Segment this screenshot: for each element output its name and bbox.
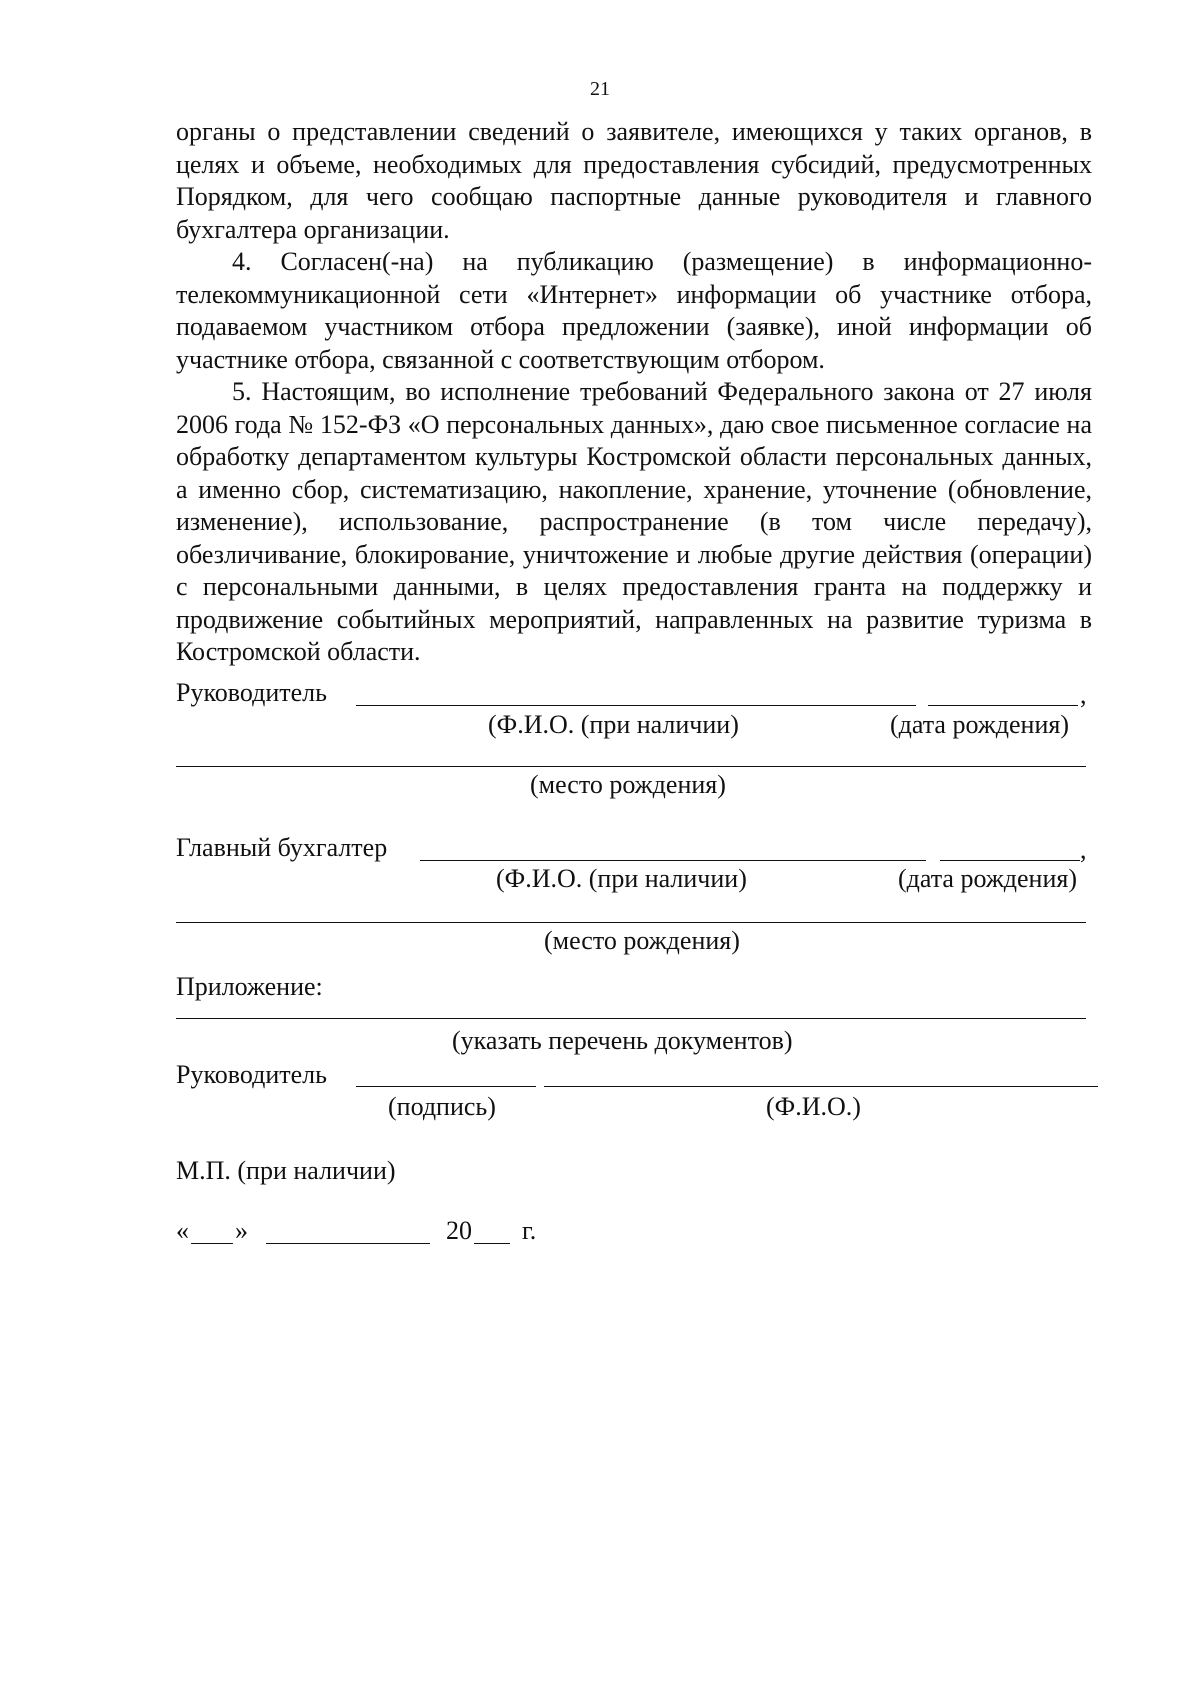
attachment-caption: (указать перечень документов)	[452, 1026, 793, 1055]
attachment-label: Приложение:	[176, 972, 323, 1001]
date-day-line[interactable]	[191, 1243, 233, 1244]
attachment-line[interactable]	[176, 1018, 1086, 1019]
head-label: Руководитель	[176, 678, 327, 707]
date-open-quote: «	[176, 1216, 189, 1245]
head-birthplace-caption: (место рождения)	[530, 770, 726, 799]
date-close-quote: »	[235, 1216, 248, 1245]
date-month-line[interactable]	[266, 1243, 430, 1244]
stamp-placeholder: М.П. (при наличии)	[176, 1156, 396, 1185]
paragraph-item-4: 4. Согласен(-на) на публикацию (размещение) в информационно-телекоммуникационной сети «Интернет» информации об участнике отбора, подаваемом участником отбора предложении (заявке), иной информации об участнике отбора, связанной с соответствующим отбором.	[176, 247, 1092, 374]
signature-fio-caption: (Ф.И.О.)	[766, 1092, 861, 1121]
signature-label: Руководитель	[176, 1060, 327, 1089]
accountant-comma: ,	[1080, 835, 1087, 864]
date-year-prefix: 20	[446, 1216, 472, 1245]
accountant-birthdate-caption: (дата рождения)	[898, 864, 1078, 893]
date-year-suffix: г.	[522, 1216, 537, 1245]
date-year-line[interactable]	[474, 1243, 510, 1244]
body-text	[176, 116, 1092, 669]
accountant-birthdate-line[interactable]	[940, 860, 1080, 861]
accountant-birthplace-line[interactable]	[176, 922, 1086, 923]
signature-fio-line[interactable]	[544, 1086, 1098, 1087]
head-birthdate-caption: (дата рождения)	[890, 710, 1070, 739]
page-number: 21	[590, 78, 610, 100]
paragraph-continuation: органы о представлении сведений о заявителе, имеющихся у таких органов, в целях и объеме, необходимых для предоставления субсидий, предусмотренных Порядком, для чего сообщаю паспортные данные руководителя и главного бухгалтера организации.	[176, 117, 1092, 244]
accountant-fio-caption: (Ф.И.О. (при наличии)	[496, 864, 747, 893]
accountant-fio-line[interactable]	[420, 860, 926, 861]
head-fio-caption: (Ф.И.О. (при наличии)	[488, 710, 739, 739]
signature-caption: (подпись)	[388, 1092, 496, 1121]
paragraph-item-5: 5. Настоящим, во исполнение требований Федерального закона от 27 июля 2006 года № 152-ФЗ «О персональных данных», даю свое письменное согласие на обработку департаментом культуры Костромской области персональных данных, а именно сбор, систематизацию, накопление, хранение, уточнение (обновление, изменение), использование, распространение (в том числе передачу), обезличивание, блокирование, уничтожение и любые другие действия (операции) с персональными данными, в целях предоставления гранта на поддержку и продвижение событийных мероприятий, направленных на развитие туризма в Костромской области.	[176, 377, 1092, 666]
signature-line[interactable]	[356, 1086, 536, 1087]
head-birthdate-line[interactable]	[928, 705, 1078, 706]
head-fio-line[interactable]	[356, 705, 916, 706]
accountant-label: Главный бухгалтер	[176, 833, 388, 862]
head-birthplace-line[interactable]	[176, 766, 1086, 767]
head-comma: ,	[1080, 680, 1087, 709]
accountant-birthplace-caption: (место рождения)	[544, 926, 740, 955]
